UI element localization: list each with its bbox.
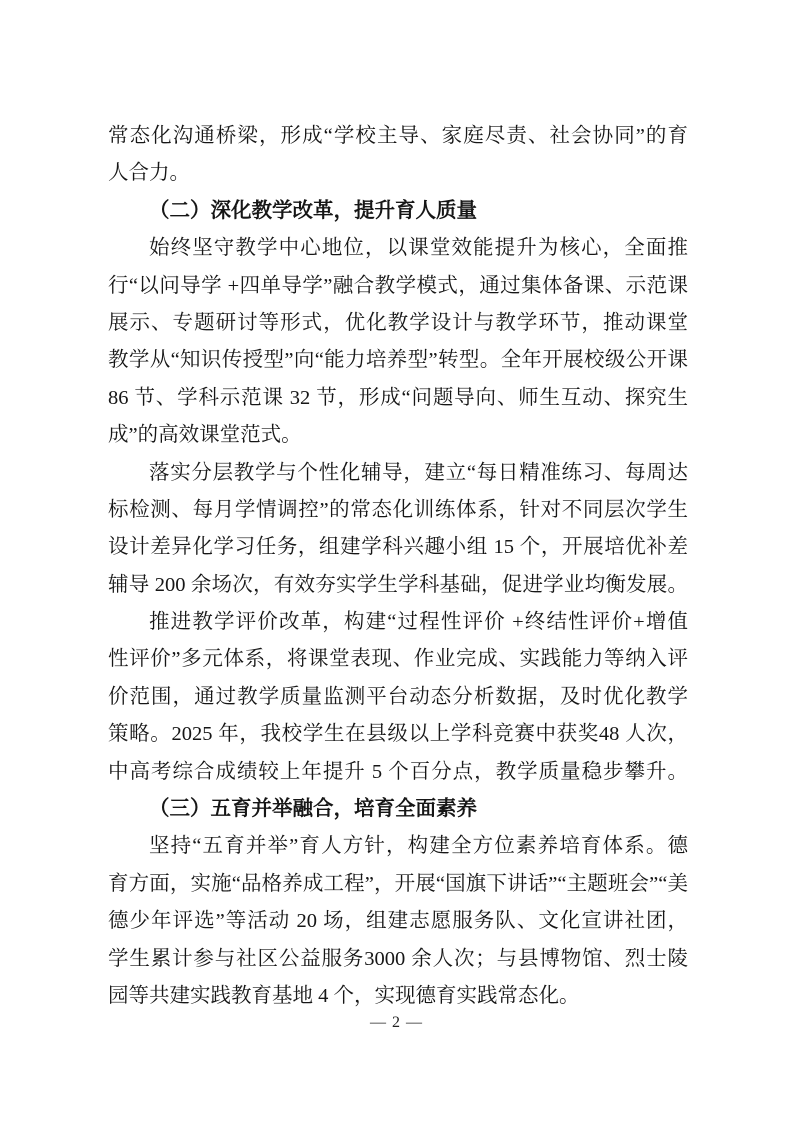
text-line: 落实分层教学与个性化辅导，建立“每日精准练习、每周达 xyxy=(149,461,688,484)
text-line: 设计差异化学习任务，组建学科兴趣小组 15 个，开展培优补差 xyxy=(108,536,688,559)
body-text xyxy=(108,118,688,1015)
paragraph xyxy=(108,230,688,454)
text-line: 常态化沟通桥梁，形成“学校主导、家庭尽责、社会协同”的育 xyxy=(108,125,688,147)
section-heading: （三）五育并举融合，培育全面素养 xyxy=(149,798,477,821)
paragraph xyxy=(108,828,688,1015)
text-line: 策略。2025 年，我校学生在县级以上学科竞赛中获奖48 人次， xyxy=(108,723,688,746)
text-line: 德少年评选”等活动 20 场，组建志愿服务队、文化宣讲社团， xyxy=(108,910,688,933)
page-number: — 2 — xyxy=(370,1014,423,1031)
section-heading: （二）深化教学改革，提升育人质量 xyxy=(149,199,477,222)
text-line: 成”的高效课堂范式。 xyxy=(108,424,302,447)
text-line: 育方面，实施“品格养成工程”，开展“国旗下讲话”“主题班会”“美 xyxy=(108,872,688,895)
text-line: 始终坚守教学中心地位，以课堂效能提升为核心，全面推 xyxy=(149,237,688,260)
text-line: 行“以问导学 +四单导学”融合教学模式，通过集体备课、示范课 xyxy=(108,274,688,297)
text-line: 园等共建实践教育基地 4 个，实现德育实践常态化。 xyxy=(108,984,580,1007)
text-line: 价范围，通过教学质量监测平台动态分析数据，及时优化教学 xyxy=(108,685,688,708)
paragraph xyxy=(108,455,688,605)
text-line: 辅导 200 余场次，有效夯实学生学科基础，促进学业均衡发展。 xyxy=(108,573,688,596)
text-line: 学生累计参与社区公益服务3000 余人次；与县博物馆、烈士陵 xyxy=(108,947,688,970)
text-line: 坚持“五育并举”育人方针，构建全方位素养培育体系。德 xyxy=(149,835,688,858)
text-line: 86 节、学科示范课 32 节，形成“问题导向、师生互动、探究生 xyxy=(108,386,688,409)
text-line: 标检测、每月学情调控”的常态化训练体系，针对不同层次学生 xyxy=(108,498,688,521)
text-line: 教学从“知识传授型”向“能力培养型”转型。全年开展校级公开课 xyxy=(108,349,688,372)
text-line: 性评价”多元体系，将课堂表现、作业完成、实践能力等纳入评 xyxy=(108,648,688,671)
text-line: 推进教学评价改革，构建“过程性评价 +终结性评价+增值 xyxy=(149,611,688,634)
paragraph xyxy=(108,604,688,791)
text-line: 中高考综合成绩较上年提升 5 个百分点，教学质量稳步攀升。 xyxy=(108,760,688,783)
paragraph-continued xyxy=(108,118,688,193)
text-line: 人合力。 xyxy=(108,162,190,185)
text-line: 展示、专题研讨等形式，优化教学设计与教学环节，推动课堂 xyxy=(108,311,688,334)
